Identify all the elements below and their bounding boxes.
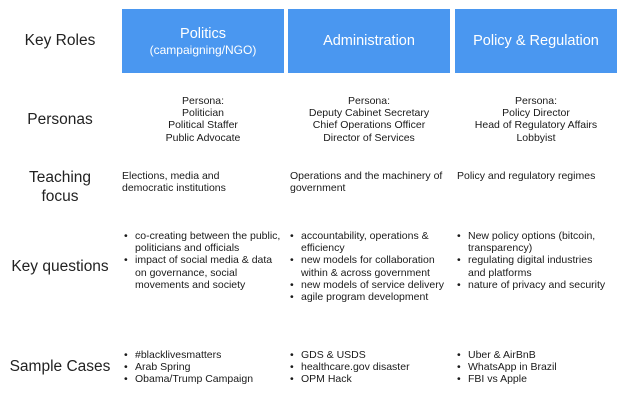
persona-line: Policy Director xyxy=(502,107,570,120)
key-questions-policy-regulation xyxy=(457,230,607,291)
list-item: • FBI vs Apple xyxy=(457,373,623,385)
list-item: • OPM Hack xyxy=(290,373,456,385)
row-label-key-questions: Key questions xyxy=(11,258,109,275)
row-label-teaching-focus xyxy=(0,168,120,206)
persona-line: Persona: xyxy=(347,95,391,107)
key-questions-politics xyxy=(124,230,284,291)
teaching-focus-policy-regulation: Policy and regulatory regimes xyxy=(457,170,596,182)
list-item: • new models for collaboration within & across government xyxy=(290,254,450,278)
header-policy-regulation-title: Policy & Regulation xyxy=(473,33,599,49)
persona-line: Chief Operations Officer xyxy=(312,119,426,132)
sample-cases-politics xyxy=(124,349,290,386)
row-label-teaching-focus-line1: Teaching xyxy=(28,169,92,186)
teaching-focus-administration: Operations and the machinery of government xyxy=(290,170,443,195)
sample-cases-policy-regulation xyxy=(457,349,623,386)
personas-administration xyxy=(288,95,450,144)
list-item: • Obama/Trump Campaign xyxy=(124,373,290,385)
list-item: • healthcare.gov disaster xyxy=(290,361,456,373)
header-politics xyxy=(122,9,284,73)
list-item: • accountability, operations & efficiency xyxy=(290,230,450,254)
row-label-sample-cases: Sample Cases xyxy=(9,358,111,375)
persona-line: Head of Regulatory Affairs xyxy=(474,119,598,132)
persona-line: Persona: xyxy=(181,95,225,107)
persona-line: Persona: xyxy=(514,95,558,107)
list-item: • GDS & USDS xyxy=(290,349,456,361)
list-item: • regulating digital industries and platforms xyxy=(457,254,607,278)
persona-line: Politician xyxy=(181,107,225,120)
header-policy-regulation xyxy=(455,9,617,73)
list-item: • impact of social media & data on governance, social movements and society xyxy=(124,254,284,291)
row-label-key-roles: Key Roles xyxy=(24,32,96,49)
header-administration-title: Administration xyxy=(323,33,415,49)
header-politics-subtitle: (campaigning/NGO) xyxy=(149,42,257,57)
header-administration xyxy=(288,9,450,73)
persona-line: Lobbyist xyxy=(516,131,556,144)
persona-line: Public Advocate xyxy=(165,131,241,144)
sample-cases-administration xyxy=(290,349,456,386)
list-item: • new models of service delivery xyxy=(290,279,450,291)
list-item: • Arab Spring xyxy=(124,361,290,373)
persona-line: Political Staffer xyxy=(168,119,238,132)
header-politics-title: Politics xyxy=(180,25,226,42)
teaching-focus-politics: Elections, media and democratic institutions xyxy=(122,170,226,195)
row-label-personas: Personas xyxy=(27,111,93,128)
personas-policy-regulation xyxy=(455,95,617,144)
list-item: • agile program development xyxy=(290,291,450,303)
list-item: • New policy options (bitcoin, transparency) xyxy=(457,230,607,254)
list-item: • co-creating between the public, politicians and officials xyxy=(124,230,284,254)
list-item: • Uber & AirBnB xyxy=(457,349,623,361)
list-item: • nature of privacy and security xyxy=(457,279,607,291)
list-item: • #blacklivesmatters xyxy=(124,349,290,361)
persona-line: Deputy Cabinet Secretary xyxy=(308,107,430,120)
personas-politics xyxy=(122,95,284,144)
persona-line: Director of Services xyxy=(323,131,415,144)
row-label-teaching-focus-line2: focus xyxy=(41,188,79,205)
key-questions-administration xyxy=(290,230,450,303)
list-item: • WhatsApp in Brazil xyxy=(457,361,623,373)
